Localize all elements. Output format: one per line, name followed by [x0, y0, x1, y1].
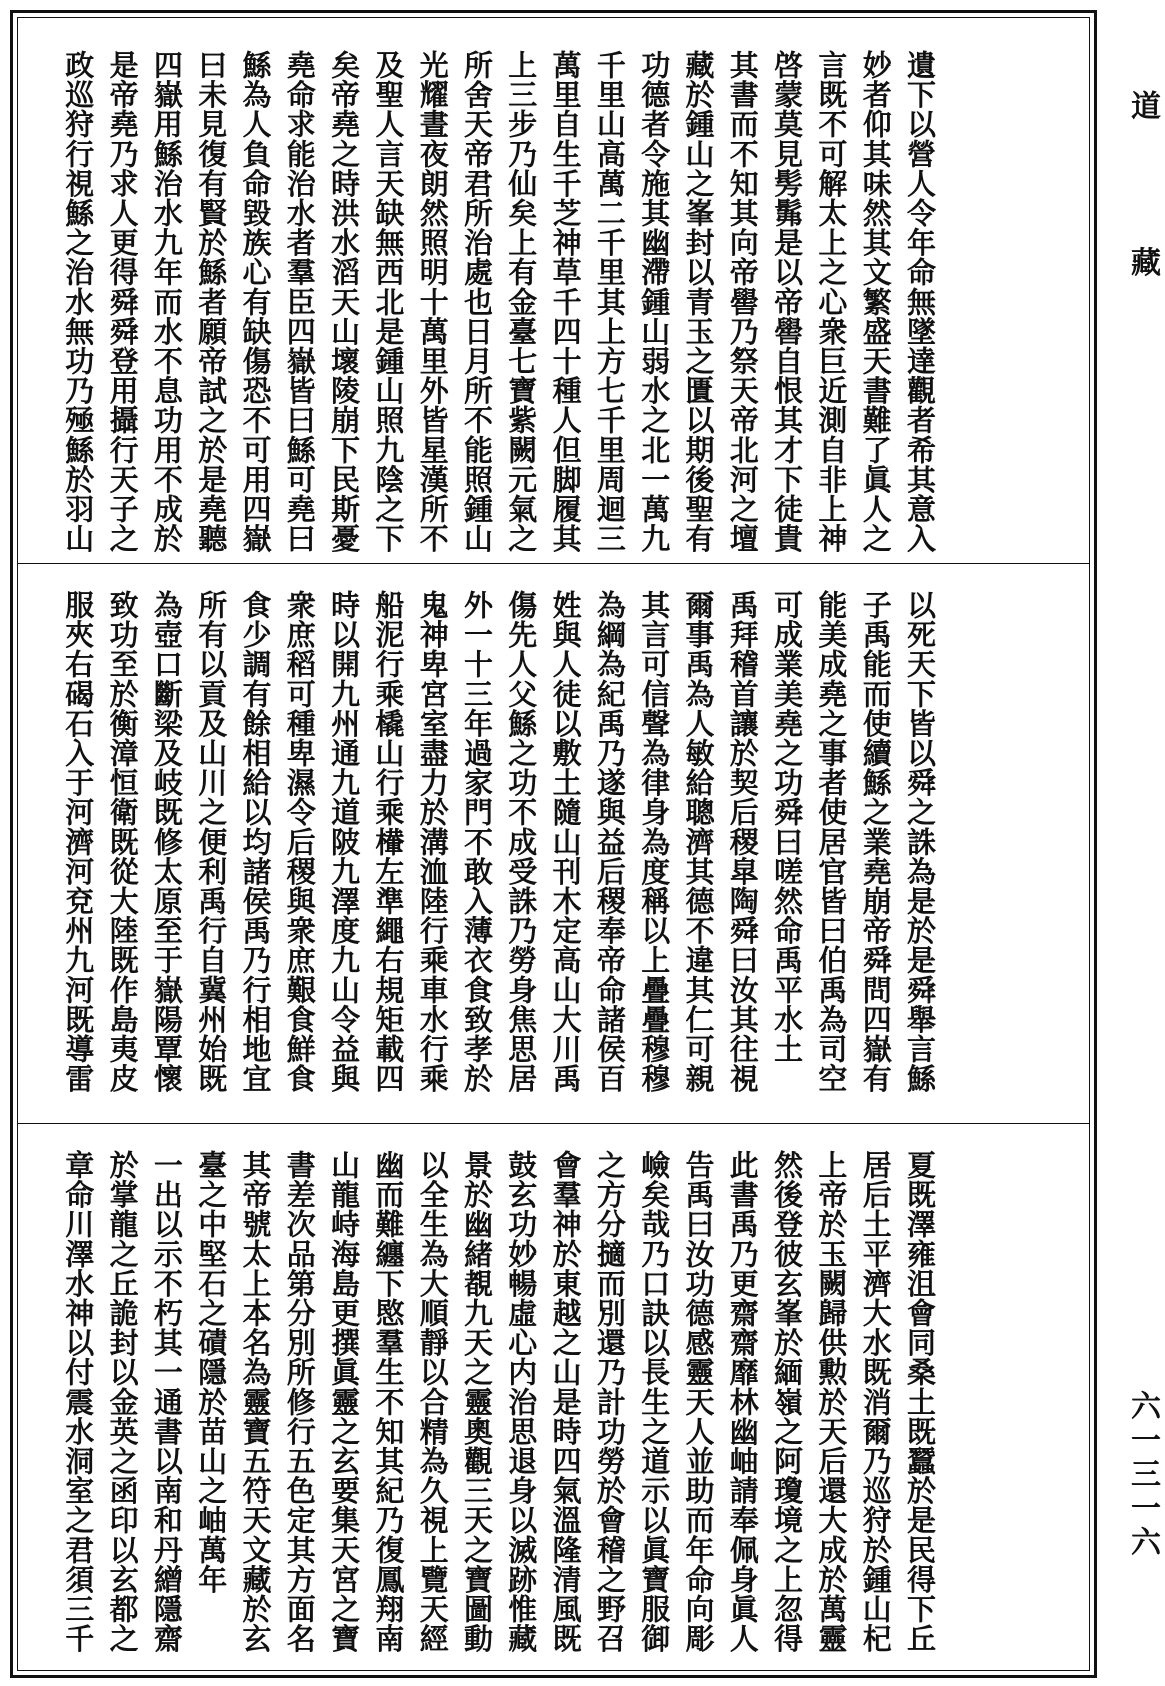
- text-column: 幽而難纏下愍羣生不知其紀乃復鳳翔南: [371, 1150, 406, 1654]
- text-column: 鬼神卑宮室盡力於溝洫陸行乘車水行乘: [415, 590, 450, 1094]
- text-column: 妙者仰其味然其文繁盛天書難了眞人之: [858, 50, 893, 554]
- text-column: 為綱為紀禹乃遂與益后稷奉帝命諸侯百: [592, 590, 627, 1094]
- text-column: 其言可信聲為律身為度稱以上疊疊穆穆: [637, 590, 672, 1094]
- text-column: 及聖人言天缺無西北是鍾山照九陰之下: [371, 50, 406, 554]
- text-register-middle: [0, 570, 1165, 1100]
- text-column: 功德者令施其幽滯鍾山弱水之北一萬九: [637, 50, 672, 554]
- text-column: 然後登彼玄峯於緬嶺之阿瓊境之上忽得: [770, 1150, 805, 1654]
- text-column: 一出以示不朽其一通書以南和丹繒隱齋: [149, 1150, 184, 1654]
- text-column: 光耀晝夜朗然照明十萬里外皆星漢所不: [415, 50, 450, 554]
- text-column: 告禹曰汝功德感靈天人並助而年命向彫: [681, 1150, 716, 1654]
- text-column: 夏既澤雍沮會同桑土既蠶於是民得下丘: [903, 1150, 937, 1654]
- text-column: 四嶽用鯀治水九年而水不息功用不成於: [149, 50, 184, 554]
- text-column: 堯命求能治水者羣臣四嶽皆曰鯀可堯曰: [282, 50, 317, 554]
- text-column: 上帝於玉闕歸供勲於天后還大成於萬靈: [814, 1150, 849, 1654]
- text-column: 於掌龍之丘詭封以金英之函印以玄都之: [105, 1150, 140, 1654]
- text-column: 可成業美堯之功舜曰嗟然命禹平水土: [770, 590, 805, 1064]
- text-column: 姓與人徒以敷土隨山刊木定高山大川禹: [548, 590, 583, 1094]
- text-column: 曰未見復有賢於鯀者願帝試之於是堯聽: [194, 50, 229, 554]
- register-divider: [17, 1123, 1090, 1124]
- text-column: 爾事禹為人敏給聰濟其德不違其仁可親: [681, 590, 716, 1094]
- text-column: 居后土平濟大水既消爾乃巡狩於鍾山杞: [858, 1150, 893, 1654]
- text-column: 山龍峙海島更撰眞靈之玄要集天宮之寶: [327, 1150, 362, 1654]
- text-column: 政巡狩行視鯀之治水無功乃殛鯀於羽山: [61, 50, 96, 554]
- text-column: 子禹能而使續鯀之業堯崩帝舜問四嶽有: [858, 590, 893, 1094]
- text-column: 外一十三年過家門不敢入薄衣食致孝於: [460, 590, 494, 1094]
- text-column: 之方分擿而別還乃計功勞於會稽之野召: [592, 1150, 627, 1654]
- text-column: 傷先人父鯀之功不成受誅乃勞身焦思居: [504, 590, 539, 1094]
- text-column: 以死天下皆以舜之誅為是於是舜舉言鯀: [903, 590, 937, 1094]
- text-register-bottom: [0, 1130, 1165, 1660]
- margin-page-number: 六一三一六: [1125, 1390, 1160, 1560]
- text-register-top: [0, 30, 1165, 560]
- text-column: 食少調有餘相給以均諸侯禹乃行相地宜: [238, 590, 273, 1094]
- text-column: 所有以貢及山川之便利禹行自冀州始既: [194, 590, 229, 1094]
- text-column: 言既不可解太上之心衆巨近測自非上神: [814, 50, 849, 554]
- text-column: 以全生為大順靜以合精為久視上覽天經: [415, 1150, 450, 1654]
- text-column: 衆庶稻可種卑濕令后稷與衆庶艱食鮮食: [282, 590, 317, 1094]
- margin-title: 道 藏: [1125, 90, 1160, 335]
- text-column: 嶮矣哉乃口訣以長生之道示以眞寶服御: [637, 1150, 672, 1654]
- text-column: 藏於鍾山之峯封以青玉之匱以期後聖有: [681, 50, 716, 554]
- text-column: 上三步乃仙矣上有金臺七寶紫闕元氣之: [504, 50, 539, 554]
- text-column: 書差次品第分別所修行五色定其方面名: [282, 1150, 317, 1654]
- text-column: 此書禹乃更齋齋靡林幽岫請奉佩身眞人: [725, 1150, 760, 1654]
- text-column: 啓蒙莫見髣髴是以帝嚳自恨其才下徒貴: [770, 50, 805, 554]
- text-column: 臺之中堅石之磧隱於苗山之岫萬年: [194, 1150, 229, 1594]
- text-column: 禹拜稽首讓於契后稷皐陶舜曰汝其往視: [725, 590, 760, 1094]
- text-column: 能美成堯之事者使居官皆曰伯禹為司空: [814, 590, 849, 1094]
- text-column: 為壺口斷梁及岐既修太原至于嶽陽覃懷: [149, 590, 184, 1094]
- text-column: 是帝堯乃求人更得舜舜登用攝行天子之: [105, 50, 140, 554]
- text-column: 千里山高萬二千里其上方七千里周迴三: [592, 50, 627, 554]
- text-column: 所舍天帝君所治處也日月所不能照鍾山: [460, 50, 494, 554]
- text-column: 其帝號太上本名為靈寶五符天文藏於玄: [238, 1150, 273, 1654]
- text-column: 鼓玄功妙暢虛心内治思退身以滅跡惟藏: [504, 1150, 539, 1654]
- text-column: 鯀為人負命毀族心有缺傷恐不可用四嶽: [238, 50, 273, 554]
- text-column: 會羣神於東越之山是時四氣溫隆清風既: [548, 1150, 583, 1654]
- text-column: 其書而不知其向帝嚳乃祭天帝北河之壇: [725, 50, 760, 554]
- text-column: 船泥行乘橇山行乘檋左準繩右規矩載四: [371, 590, 406, 1094]
- text-column: 章命川澤水神以付震水洞室之君須三千: [61, 1150, 96, 1654]
- text-column: 矣帝堯之時洪水滔天山壞陵崩下民斯憂: [327, 50, 362, 554]
- text-column: 時以開九州通九道陂九澤度九山令益與: [327, 590, 362, 1094]
- text-column: 萬里自生千芝神草千四十種人但脚履其: [548, 50, 583, 554]
- register-divider: [17, 563, 1090, 564]
- text-column: 致功至於衡漳恒衛既從大陸既作島夷皮: [105, 590, 140, 1094]
- text-column: 遺下以營人令年命無墜達觀者希其意入: [903, 50, 937, 554]
- text-column: 服夾右碣石入于河濟河兗州九河既導雷: [61, 590, 96, 1094]
- text-column: 景於幽緒覩九天之靈奧觀三天之寶圖動: [460, 1150, 494, 1654]
